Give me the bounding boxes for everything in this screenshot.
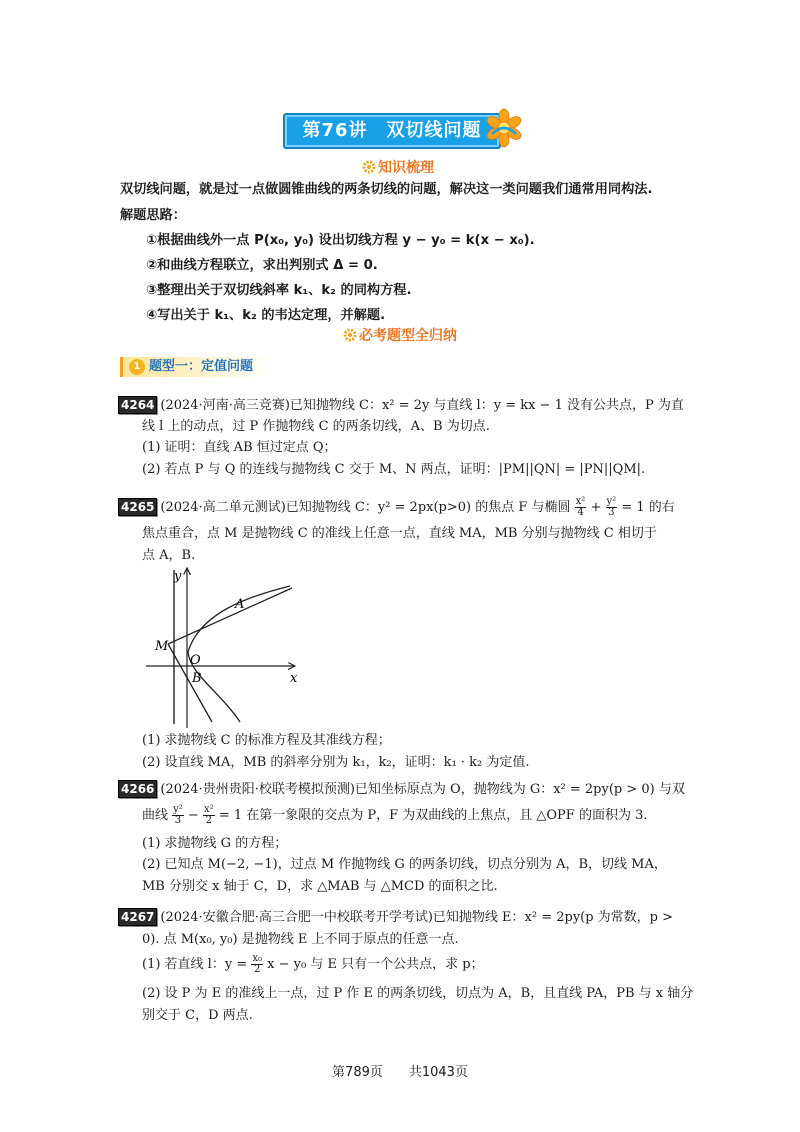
label-y: y: [174, 569, 182, 584]
fraction: $\frac{\text{x₀}}{2}$: [252, 953, 263, 975]
solve-label: 解题思路：: [120, 208, 186, 223]
section-heading-label: 必考题型全归纳: [359, 328, 457, 344]
page-title: 第76讲 双切线问题: [283, 113, 501, 149]
question-4264-part-2: (2) 若点 P 与 Q 的连线与抛物线 C 交于 M、N 两点，证明：|PM||QN| = |PN||QM|.: [142, 462, 646, 477]
question-text: x − y₀ 与 E 只有一个公共点，求 p；: [267, 957, 484, 972]
question-number: 4267: [118, 908, 157, 926]
question-text: (2024·高二单元测试)已知抛物线 C：y² = 2px(p>0) 的焦点 F 与椭圆: [160, 500, 571, 515]
question-number: 4266: [118, 780, 157, 798]
intro-text: 双切线问题，就是过一点做圆锥曲线的两条切线的问题，解决这一类问题我们通常用同构法.: [120, 182, 653, 197]
question-text: 曲线: [142, 808, 169, 823]
label-o: O: [190, 653, 201, 668]
question-text: (1) 若直线 l：y =: [142, 957, 248, 972]
operator: +: [590, 500, 602, 515]
question-type-tag: [120, 357, 273, 377]
step-1: ①根据曲线外一点 P(x₀, y₀) 设出切线方程 y − y₀ = k(x − x₀).: [146, 233, 535, 248]
question-4267-part-2a: (2) 设 P 为 E 的准线上一点，过 P 作 E 的两条切线，切点为 A，B，且直线 PA，PB 与 x 轴分: [142, 986, 694, 1001]
label-a: A: [235, 597, 245, 612]
question-4266-part-2a: (2) 已知点 M(−2, −1)，过点 M 作抛物线 G 的两条切线，切点分别为 A，B，切线 MA，: [142, 857, 667, 872]
question-text: (2024·安徽合肥·高三合肥一中校联考开学考试)已知抛物线 E：x² = 2py(p 为常数，p >: [160, 910, 674, 925]
section-heading-types: [343, 325, 457, 345]
label-m: M: [155, 639, 169, 654]
step-4: ④写出关于 k₁、k₂ 的韦达定理，并解题.: [146, 308, 386, 323]
question-4266-part-1: (1) 求抛物线 G 的方程；: [142, 836, 288, 851]
question-4267-part-1: [142, 954, 484, 975]
label-b: B: [192, 671, 202, 686]
question-4264-part-1: (1) 证明：直线 AB 恒过定点 Q；: [142, 440, 337, 455]
type-tag-label: 题型一：定值问题: [149, 359, 254, 374]
fraction: $\frac{\text{y²}}{3}$: [173, 804, 183, 826]
page-footer: 第789页 共1043页: [332, 1065, 468, 1080]
question-text: = 1 的右: [621, 500, 675, 515]
section-heading-label: 知识梳理: [378, 160, 434, 176]
question-4265-line-1: [118, 497, 675, 518]
question-number: 4264: [118, 396, 157, 414]
question-4266-line-2: [142, 805, 648, 826]
question-4267-line-2: 0). 点 M(x₀, y₀) 是抛物线 E 上不同于原点的任意一点.: [142, 932, 459, 947]
fraction: $\frac{\text{y²}}{3}$: [606, 496, 617, 518]
type-number-badge: 1: [129, 359, 145, 375]
parabola-tangent-figure: [140, 562, 310, 730]
question-text: (2024·贵州贵阳·校联考模拟预测)已知坐标原点为 O，抛物线为 G：x² = 2py(p > 0) 与双: [160, 782, 685, 797]
question-4265-line-3: 点 A，B.: [142, 548, 196, 563]
operator: −: [187, 808, 199, 823]
section-heading-knowledge: [362, 157, 434, 177]
question-4267-part-2b: 别交于 C，D 两点.: [142, 1008, 253, 1023]
gear-icon: [343, 328, 357, 342]
fraction: $\frac{\text{x²}}{2}$: [204, 804, 214, 826]
question-4265-part-2: (2) 设直线 MA，MB 的斜率分别为 k₁，k₂，证明：k₁ · k₂ 为定值.: [142, 755, 530, 770]
question-4265-part-1: (1) 求抛物线 C 的标准方程及其准线方程；: [142, 733, 391, 748]
question-4264-line-2: 线 l 上的动点，过 P 作抛物线 C 的两条切线，A、B 为切点.: [142, 419, 490, 434]
question-4264-line-1: [118, 396, 684, 416]
question-4267-line-1: [118, 908, 673, 928]
flower-icon: [482, 106, 526, 150]
question-text: (2024·河南·高三竞赛)已知抛物线 C：x² = 2y 与直线 l：y = kx − 1 没有公共点，P 为直: [160, 398, 684, 413]
fraction: $\frac{\text{x²}}{4}$: [575, 496, 586, 518]
question-4266-part-2b: MB 分别交 x 轴于 C，D，求 △MAB 与 △MCD 的面积之比.: [142, 879, 498, 894]
question-number: 4265: [118, 498, 157, 516]
step-3: ③整理出关于双切线斜率 k₁、k₂ 的同构方程.: [146, 283, 412, 298]
question-4265-line-2: 焦点重合，点 M 是抛物线 C 的准线上任意一点，直线 MA，MB 分别与抛物线 C 相切于: [142, 526, 657, 541]
question-text: = 1 在第一象限的交点为 P，F 为双曲线的上焦点，且 △OPF 的面积为 3.: [218, 808, 648, 823]
step-2: ②和曲线方程联立，求出判别式 Δ = 0.: [146, 258, 378, 273]
label-x: x: [290, 671, 298, 686]
gear-icon: [362, 160, 376, 174]
question-4266-line-1: [118, 780, 685, 800]
